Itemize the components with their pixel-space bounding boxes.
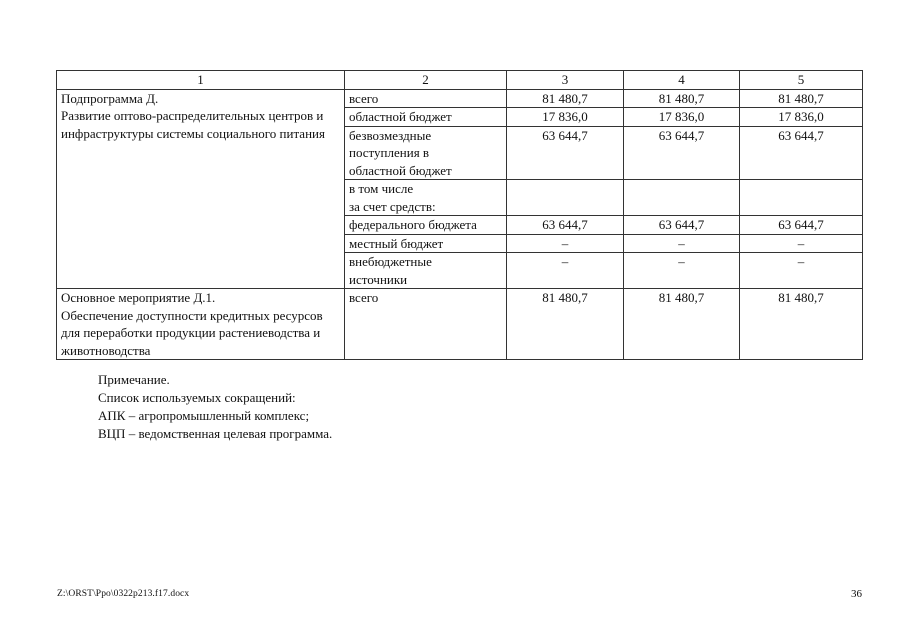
value-cell: 81 480,7 bbox=[740, 289, 863, 360]
abbreviation-item: АПК – агропромышленный комплекс; bbox=[98, 408, 310, 423]
page-number: 36 bbox=[851, 588, 862, 600]
header-col-5: 5 bbox=[740, 71, 863, 90]
header-col-2: 2 bbox=[345, 71, 507, 90]
value-cell: 63 644,7 bbox=[740, 126, 863, 180]
measure-name: Основное мероприятие Д.1. Обеспечение доступности кредитных ресурсов для переработки продукции растениеводства и животноводства bbox=[57, 289, 345, 360]
value-cell: 81 480,7 bbox=[507, 289, 624, 360]
funding-source: федерального бюджета bbox=[345, 216, 507, 235]
value-cell: 63 644,7 bbox=[507, 126, 624, 180]
value-cell: 63 644,7 bbox=[624, 216, 740, 235]
funding-source: местный бюджет bbox=[345, 234, 507, 253]
value-cell bbox=[624, 180, 740, 216]
value-cell: 81 480,7 bbox=[507, 89, 624, 108]
value-cell: 81 480,7 bbox=[624, 289, 740, 360]
value-cell: – bbox=[740, 234, 863, 253]
notes-title: Примечание. bbox=[98, 372, 170, 387]
footer-file-path: Z:\ORST\Ppo\0322p213.f17.docx bbox=[57, 589, 190, 599]
value-cell: 63 644,7 bbox=[507, 216, 624, 235]
value-cell: – bbox=[740, 253, 863, 289]
funding-source: безвозмездные поступления в областной бюджет bbox=[345, 126, 507, 180]
value-cell: 63 644,7 bbox=[624, 126, 740, 180]
abbreviation-item: ВЦП – ведомственная целевая программа. bbox=[98, 426, 333, 441]
value-cell: 63 644,7 bbox=[740, 216, 863, 235]
value-cell: 17 836,0 bbox=[624, 108, 740, 127]
value-cell: 17 836,0 bbox=[507, 108, 624, 127]
header-row bbox=[57, 71, 863, 90]
budget-table bbox=[56, 70, 863, 360]
header-col-1: 1 bbox=[57, 71, 345, 90]
value-cell: 81 480,7 bbox=[740, 89, 863, 108]
funding-source: всего bbox=[345, 89, 507, 108]
value-cell: – bbox=[624, 253, 740, 289]
funding-source: всего bbox=[345, 289, 507, 360]
header-col-3: 3 bbox=[507, 71, 624, 90]
funding-source: в том числе за счет средств: bbox=[345, 180, 507, 216]
value-cell: – bbox=[624, 234, 740, 253]
value-cell: 17 836,0 bbox=[740, 108, 863, 127]
value-cell: – bbox=[507, 253, 624, 289]
header-col-4: 4 bbox=[624, 71, 740, 90]
table-row bbox=[57, 89, 863, 108]
table-row bbox=[57, 289, 863, 360]
notes-section bbox=[98, 371, 332, 443]
abbreviations-title: Список используемых сокращений: bbox=[98, 390, 296, 405]
funding-source: областной бюджет bbox=[345, 108, 507, 127]
funding-source: внебюджетные источники bbox=[345, 253, 507, 289]
value-cell bbox=[740, 180, 863, 216]
value-cell: 81 480,7 bbox=[624, 89, 740, 108]
subprogram-name: Подпрограмма Д. Развитие оптово-распределительных центров и инфраструктуры системы социального питания bbox=[57, 89, 345, 289]
value-cell bbox=[507, 180, 624, 216]
value-cell: – bbox=[507, 234, 624, 253]
